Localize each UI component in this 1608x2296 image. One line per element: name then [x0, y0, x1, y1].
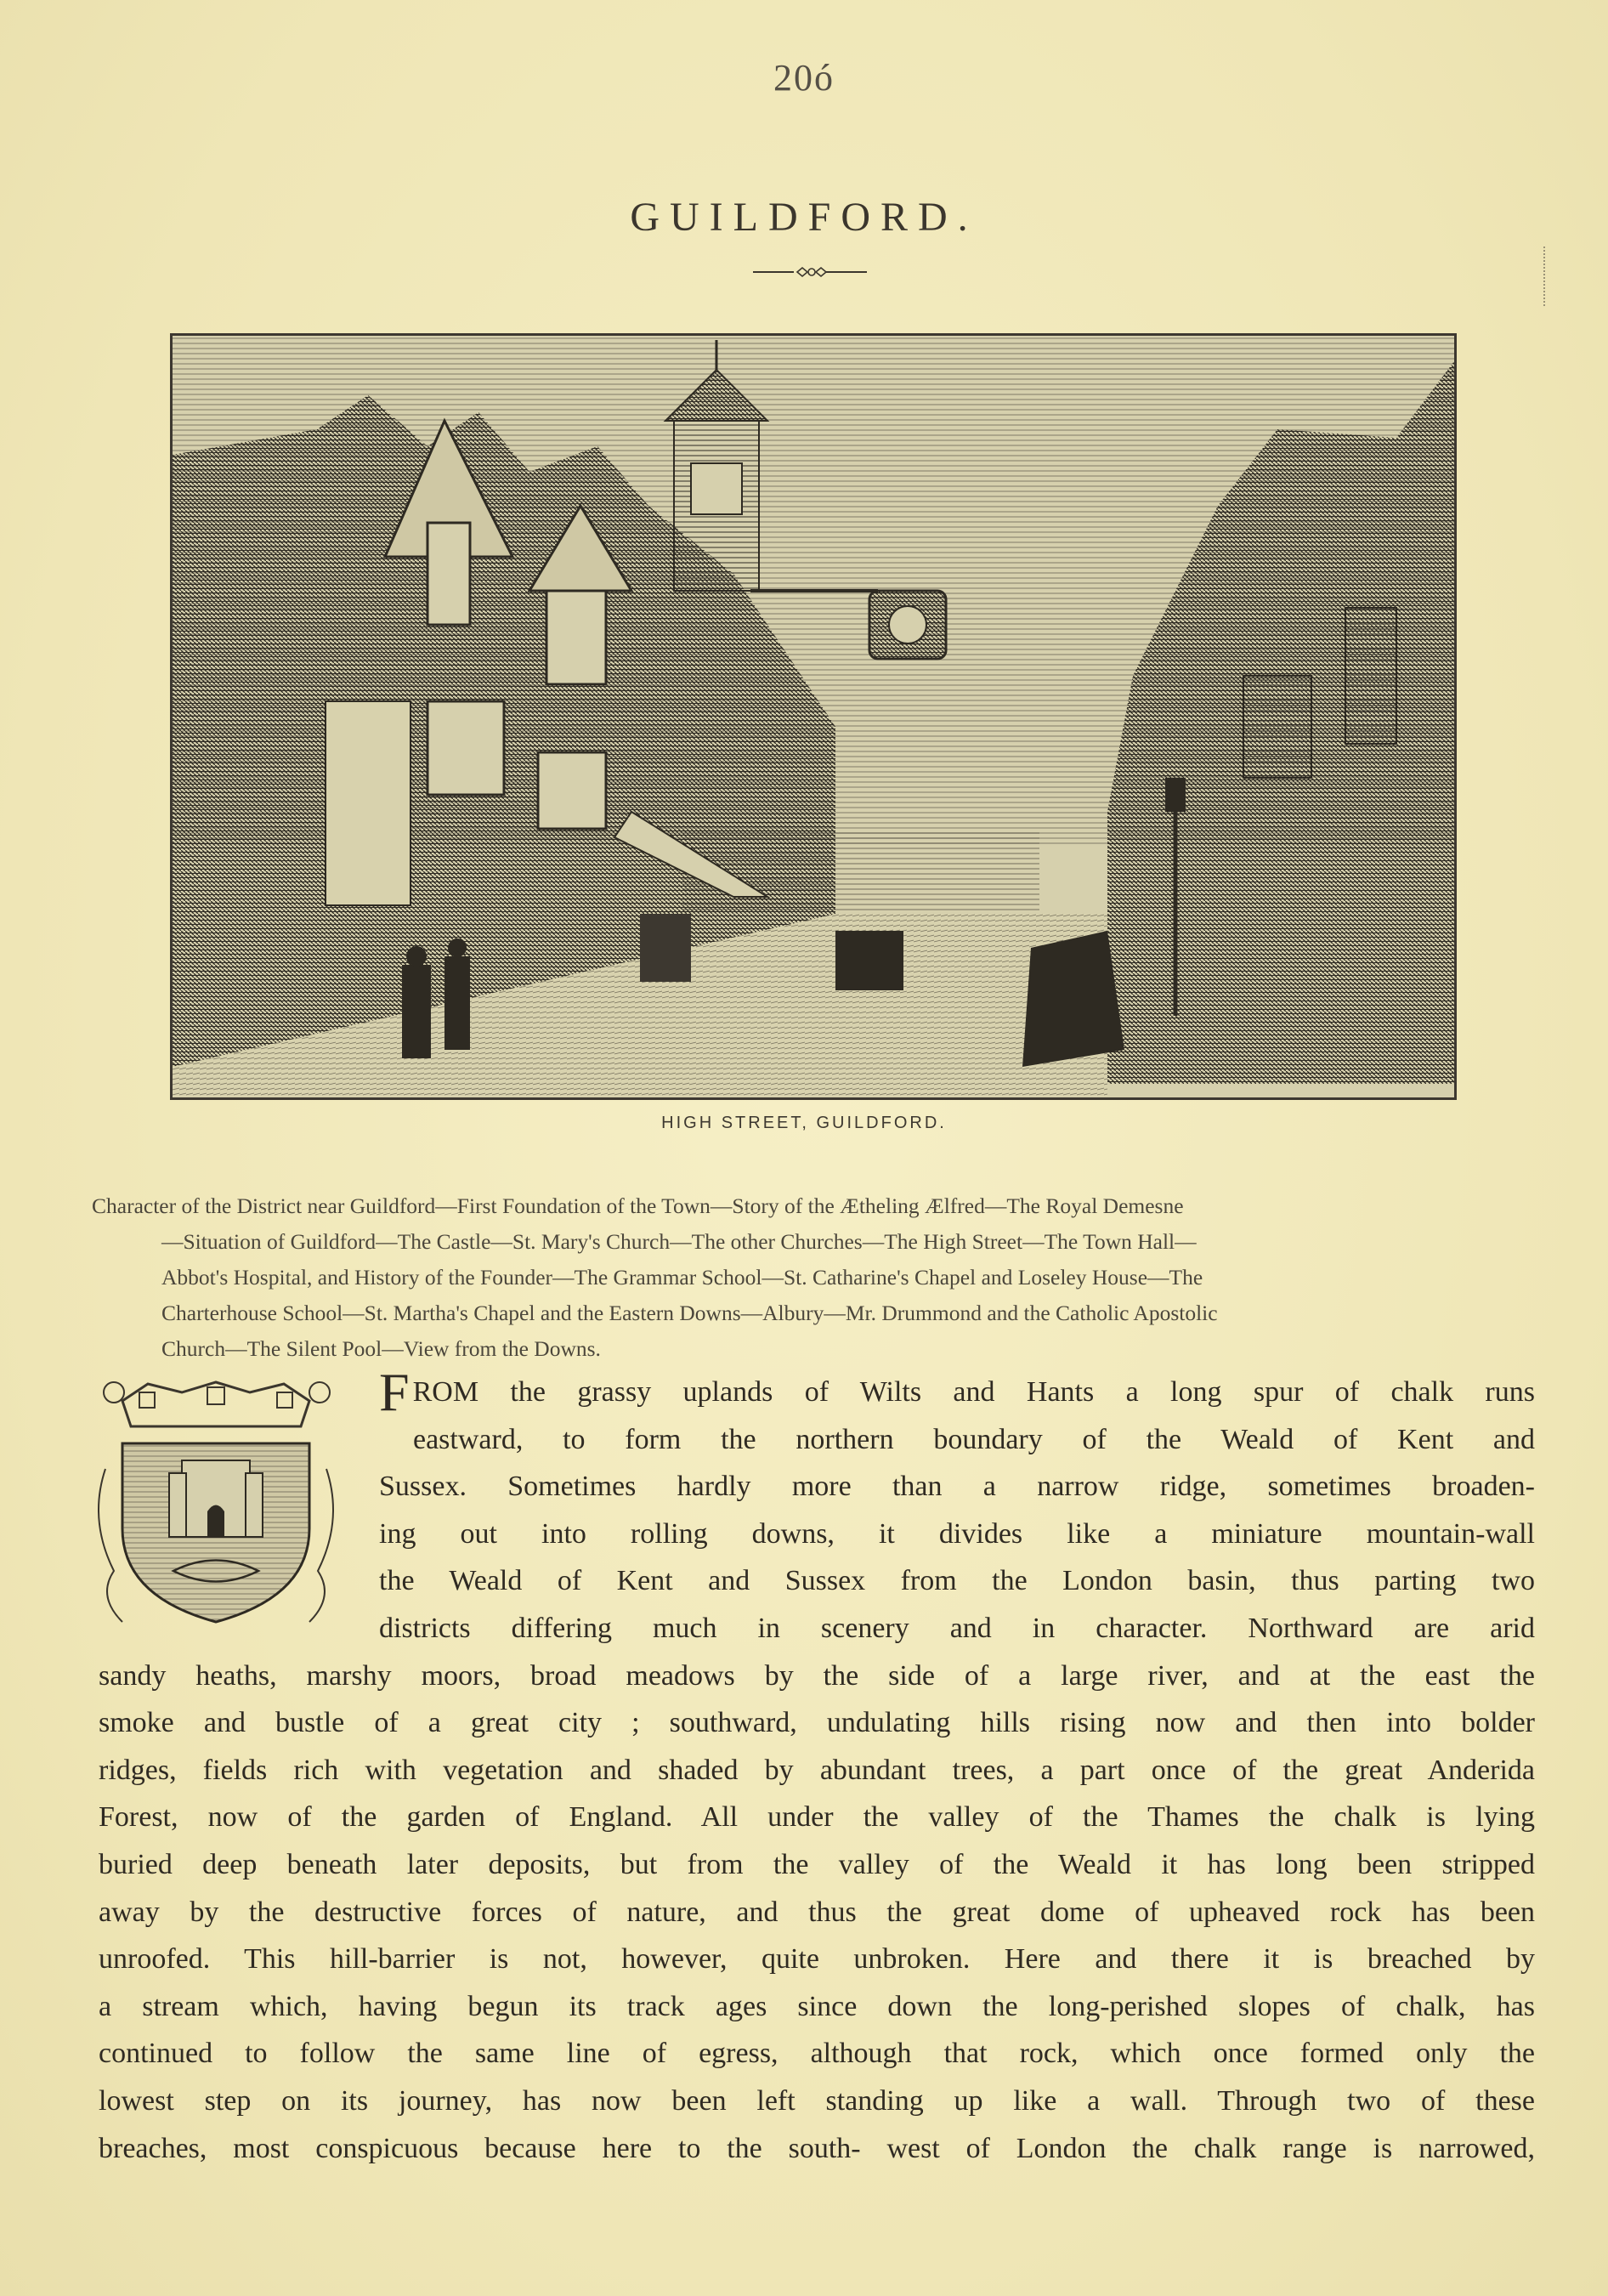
body-line: continued to follow the same line of egress, although that rock, which once formed only the	[99, 2038, 1535, 2070]
illustration-caption: HIGH STREET, GUILDFORD.	[661, 1114, 947, 1132]
body-line: Forest, now of the garden of England. All under the valley of the Thames the chalk is lying	[99, 1801, 1535, 1834]
contents-line: —Situation of Guildford—The Castle—St. Mary's Church—The other Churches—The High Street—The Town Hall—	[161, 1229, 1197, 1254]
body-line: Sussex. Sometimes hardly more than a narrow ridge, sometimes broaden-	[379, 1471, 1535, 1503]
body-line: unroofed. This hill-barrier is not, however, quite unbroken. Here and there it is breached by	[99, 1943, 1535, 1976]
body-line: away by the destructive forces of nature, and thus the great dome of upheaved rock has been	[99, 1896, 1535, 1928]
page-number: 20ó	[773, 57, 835, 99]
body-line: ing out into rolling downs, it divides like a miniature mountain-wall	[379, 1517, 1535, 1550]
contents-line: Church—The Silent Pool—View from the Downs.	[161, 1336, 601, 1361]
contents-line: Character of the District near Guildford—First Foundation of the Town—Story of the Ætheling Ælfred—The Royal Demesne	[92, 1193, 1184, 1218]
body-line: ridges, fields rich with vegetation and shaded by abundant trees, a part once of the great Anderida	[99, 1754, 1535, 1786]
body-line: breaches, most conspicuous because here to the south- west of London the chalk range is narrowed,	[99, 2132, 1535, 2164]
contents-line: Abbot's Hospital, and History of the Founder—The Grammar School—St. Catharine's Chapel and Loseley House—The	[161, 1265, 1203, 1290]
body-line: districts differing much in scenery and in character. Northward are arid	[379, 1612, 1535, 1644]
body-line: smoke and bustle of a great city ; southward, undulating hills rising now and then into bolder	[99, 1707, 1535, 1739]
chapter-title: GUILDFORD.	[630, 195, 978, 240]
body-first-line	[99, 1369, 1535, 1416]
body-line: eastward, to form the northern boundary of the Weald of Kent and	[413, 1423, 1535, 1455]
body-line: sandy heaths, marshy moors, broad meadows by the side of a large river, and at the east the	[99, 1659, 1535, 1692]
drop-cap: F	[379, 1369, 410, 1416]
body-line: buried deep beneath later deposits, but from the valley of the Weald it has long been stripped	[99, 1848, 1535, 1880]
chapter-contents	[92, 1188, 1537, 1367]
body-line: ROM the grassy uplands of Wilts and Hants a long spur of chalk runs	[412, 1376, 1535, 1408]
engraving-high-street	[170, 333, 1457, 1100]
margin-mark	[1543, 247, 1554, 306]
body-line: a stream which, having begun its track ages since down the long-perished slopes of chalk, has	[99, 1990, 1535, 2022]
title-ornament	[753, 264, 867, 281]
body-line: the Weald of Kent and Sussex from the London basin, thus parting two	[379, 1565, 1535, 1597]
body-text	[99, 1369, 1535, 2172]
contents-line: Charterhouse School—St. Martha's Chapel and the Eastern Downs—Albury—Mr. Drummond and the Catholic Apostolic	[161, 1301, 1218, 1325]
body-line: lowest step on its journey, has now been left standing up like a wall. Through two of these	[99, 2084, 1535, 2117]
